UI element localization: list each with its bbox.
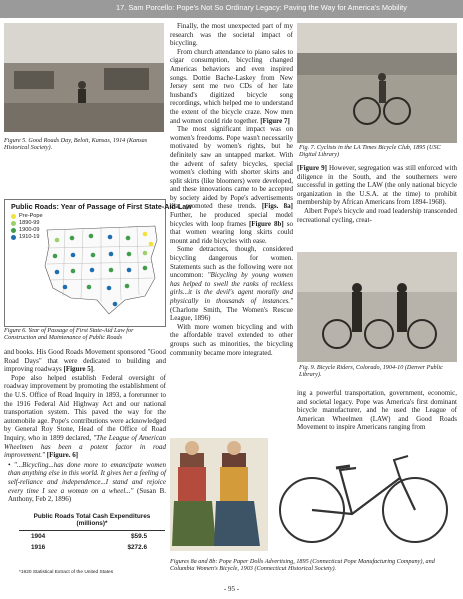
figure-reference: [Figure 5] xyxy=(63,365,94,374)
left-paragraph-2 xyxy=(4,374,166,460)
text-run: From church attendance to piano sales to cigar consumption, bicycling changed Americas behaviors and even inspired songs. Dottie Bache-Laskey from New Jersey sent me two CDs of her late husband's digitized bicycle song recordings, which helped me to understand the extent of the bicycle craze. Now men and women could ride together. xyxy=(170,47,293,125)
middle-paragraph-4 xyxy=(170,245,293,322)
table-value: $59.5 xyxy=(131,533,147,540)
page-header xyxy=(0,0,463,18)
figure-7-caption: Fig. 7. Cyclists in the LA Times Bicycle Club, 1895 (USC Digital Library) xyxy=(299,144,441,159)
table-header: Public Roads Total Cash Expenditures (millions)* xyxy=(19,511,165,531)
quote: "The League of American Wheelmen has been a potent factor in road improvement." xyxy=(4,433,166,460)
table-footnote: *1920 Statistical Extract of the United States xyxy=(19,570,114,575)
cash-expenditures-table xyxy=(19,511,165,553)
pope-paper-dolls-image xyxy=(170,438,268,551)
quote: • "...Bicycling...has done more to emancipate women than anything else in this world. It gives her a feeling of self-reliance and independence...I stand and rejoice every time I see a woman on a wheel..." xyxy=(8,460,166,495)
header-title: 17. Sam Porcello: Pope's Not So Ordinary Legacy: Paving the Way for America's Mobility xyxy=(116,3,407,12)
figure-reference: [Figure 7] xyxy=(260,116,290,125)
figure-reference: [Figs. 8a] xyxy=(261,202,293,211)
map-title: Public Roads: Year of Passage of First State-Aid Law xyxy=(11,202,192,211)
legend-label: 1890-99 xyxy=(19,220,40,226)
text-run: and books. His Good Roads Movement sponsored "Good Road Days" that were dedicated to building and improving roadways xyxy=(4,348,166,374)
table-year: 1904 xyxy=(31,533,46,540)
figure-reference: [Figure 8b] xyxy=(248,219,284,228)
right-paragraph-1 xyxy=(297,164,457,207)
left-paragraph-1 xyxy=(4,348,166,374)
table-value: $272.6 xyxy=(127,544,147,551)
susan-anthony-quote xyxy=(4,461,166,504)
figure-5-caption: Figure 5. Good Roads Day, Beloit, Kansas, 1914 (Kansas Historical Society). xyxy=(4,137,148,152)
table-row xyxy=(19,542,165,553)
right-paragraph-2: Albert Pope's bicycle and road leadership transcended recreational cycling, creat- xyxy=(297,206,457,224)
middle-paragraph-2 xyxy=(170,48,293,125)
middle-column-text xyxy=(170,22,293,357)
figure-reference: [Figure 9] xyxy=(297,164,327,172)
page-number: - 95 - xyxy=(223,585,240,593)
good-roads-day-photo xyxy=(4,23,164,132)
figure-9-caption: Fig. 9. Bicycle Riders, Colorado, 1904-10 (Denver Public Library). xyxy=(299,364,443,379)
text-run: Pope also helped establish Federal oversight of roadway improvement by promoting the establishment of the U.S. Office of Road Inquiry in 1893, a forerunner to the 1916 Federal Aid Highway Act and our national transportation system. This paved the way for the automobile age. Pope's contributions were acknowledged by General Roy Stone, Head of the Office of Road Inquiry, who in 1899 declared, xyxy=(4,373,166,442)
legend-label: 1910-19 xyxy=(19,234,40,240)
colorado-bicycle-riders-photo xyxy=(297,252,457,362)
quote-attribution: (Charlotte Smith, The Women's Rescue League, 1896) xyxy=(170,305,293,323)
figure-6-caption: Figure 6. Year of Passage of First State-Aid Law for Construction and Maintenance of Public Roads xyxy=(4,327,134,342)
middle-paragraph-5: With more women bicycling and with the affordable travel extended to other groups such as minorities, the bicycling community became more integrated. xyxy=(170,322,293,357)
text-run: so that women wearing long skirts could mount and ride bicycles with ease. xyxy=(170,219,293,245)
la-times-bicycle-club-photo xyxy=(297,23,457,143)
quote: "Bicycling by young women has helped to swell the ranks of reckless girls...it is the devil's agent morally and physically in thousands of instances." xyxy=(170,271,293,305)
legend-label: Pre-Pope xyxy=(19,213,43,219)
text-run: However, segregation was still enforced with diligence in the South, and the southerners were successful in getting the LAW (the only national bicycle organization in the U.S.A. at the time) to prohibit membership by African Americans from 1894-1968). xyxy=(297,164,457,207)
text-run: Some detractors, though, considered bicycling dangerous for women. Statements such as the following were not uncommon: xyxy=(170,245,293,280)
left-column-text xyxy=(4,348,166,504)
right-paragraph-3: ing a powerful transportation, government, economic, and societal legacy. Pope was America's first dominant bicycle manufacturer, and he used the League of American Wheelmen (LAW) and Good Roads Movement to inspire Americans ranging from xyxy=(297,389,457,432)
table-row xyxy=(19,531,165,543)
text-run: The most significant impact was on women's freedoms. Pope wasn't necessarily motivated by women's rights, but he definitely saw an untapped market. With the advent of safety bicycles, special women's clothing with shorter skirts and split skirts (like bloomers) were developed, and these innovations came to be accepted by society aided by Pope's advertisements that promoted these trends. xyxy=(170,125,293,211)
middle-paragraph-1: Finally, the most unexpected part of my research was the societal impact of bicycling. xyxy=(170,22,293,48)
quote-attribution: (Susan B. Anthony, Feb 2, 1896) xyxy=(8,486,166,504)
legend-label: 1900-09 xyxy=(19,227,40,233)
middle-paragraph-3 xyxy=(170,125,293,245)
columbia-womens-bicycle-image xyxy=(270,438,457,551)
right-column-text-top xyxy=(297,164,457,224)
figure-reference: [Figure. 6] xyxy=(46,451,79,460)
table-year: 1916 xyxy=(31,544,46,551)
state-aid-law-map xyxy=(4,199,192,327)
figure-8-caption: Figures 8a and 8b: Pope Paper Dolls Advertising, 1895 (Connecticut Pope Manufacturing Company), and Columbia Women's Bicycle, 1903 (Connecticut Historical Society). xyxy=(170,558,435,573)
us-map-graphic xyxy=(5,200,165,326)
text-run: . xyxy=(93,365,95,374)
text-run: Further, he produced special model bicycles with loop frames xyxy=(170,211,293,228)
right-column-text-bottom xyxy=(297,389,457,432)
